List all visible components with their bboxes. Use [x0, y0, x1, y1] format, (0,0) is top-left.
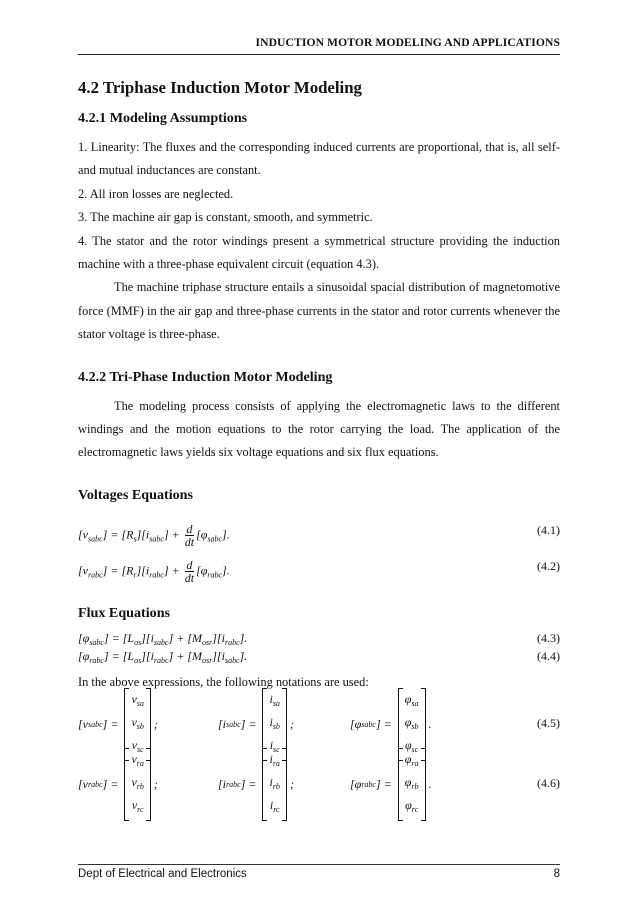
assumption-item: 4. The stator and the rotor windings present a symmetrical structure providing the induction machine with a three-phase equivalent circuit (equation 4.3). — [78, 233, 560, 272]
equation-number: (4.1) — [537, 522, 560, 537]
page-footer — [78, 868, 560, 880]
equation-4-5: [ v sabc ] = $v_{sa}$ $v_{sb}$ $v_{sc}$ ; [ i sabc ] = $i_{sa}$ $i_{sb}$ $i_{sc}$ ; [ φ sabc ] = $\varphi_{sa}$ $\varphi_{sb}$ $\varphi_{sc}$ . (4.5) — [78, 694, 560, 754]
equation-number: (4.6) — [537, 776, 560, 791]
equation-4-4: $[\varphi_{rabc}] = [L_{os}][i_{rabc}] + [M_{osr}][i_{sabc}]$. (4.4) — [78, 648, 560, 665]
section-title: 4.2 Triphase Induction Motor Modeling — [78, 78, 362, 97]
equation-number: (4.4) — [537, 648, 560, 663]
assumption-item: 3. The machine air gap is constant, smooth, and symmetric. — [78, 210, 373, 225]
flux-heading: Flux Equations — [78, 604, 171, 621]
equation-4-6: [ v rabc ] = $v_{ra}$ $v_{rb}$ $v_{rc}$ ; [ i rabc ] = $i_{ra}$ $i_{rb}$ $i_{rc}$ ; [ φ rabc ] = $\varphi_{ra}$ $\varphi_{rb}$ $\varphi_{rc}$ . (4.6) — [78, 754, 560, 814]
equation-number: (4.2) — [537, 558, 560, 573]
assumption-item: 2. All iron losses are neglected. — [78, 186, 234, 201]
running-header: INDUCTION MOTOR MODELING AND APPLICATIONS — [255, 36, 560, 49]
page-content — [78, 78, 560, 814]
assumptions-paragraph: The machine triphase structure entails a sinusoidal spacial distribution of magnetomotive force (MMF) in the air gap and three-phase currents in the stator and rotor currents whenever the stator voltage is three-phase. — [78, 280, 560, 342]
footer-department: Dept of Electrical and Electronics — [78, 868, 247, 880]
footer-rule — [78, 864, 560, 865]
assumption-item: 1. Linearity: The fluxes and the corresponding induced currents are proportional, that is, all self- and mutual inductances are constant. — [78, 140, 560, 178]
equation-4-2: $[v_{rabc}] = [R_r][i_{rabc}]$ + $\frac{d}{dt}$ $[\varphi_{rabc}]$. (4.2) — [78, 557, 560, 585]
assumptions-heading: 4.2.1 Modeling Assumptions — [78, 110, 248, 126]
notation-intro: In the above expressions, the following notations are used: — [78, 674, 369, 689]
modeling-paragraph: The modeling process consists of applying the electromagnetic laws to the different windings and the motion equations to the rotor carrying the load. The application of the electromagnetic laws yields six voltage equations and six flux equations. — [78, 398, 560, 460]
equation-number: (4.5) — [537, 716, 560, 731]
header-rule — [78, 54, 560, 55]
equation-number: (4.3) — [537, 630, 560, 645]
voltages-heading: Voltages Equations — [78, 486, 193, 503]
equation-4-3: $[\varphi_{sabc}] = [L_{os}][i_{sabc}] + [M_{osr}][i_{rabc}]$. (4.3) — [78, 630, 560, 647]
modeling-heading: 4.2.2 Tri-Phase Induction Motor Modeling — [78, 368, 333, 385]
equation-4-1: $[v_{sabc}] = [R_s][i_{sabc}]$ + $\frac{d}{dt}$ $[\varphi_{sabc}]$. (4.1) — [78, 521, 560, 549]
page-number: 8 — [553, 868, 560, 880]
